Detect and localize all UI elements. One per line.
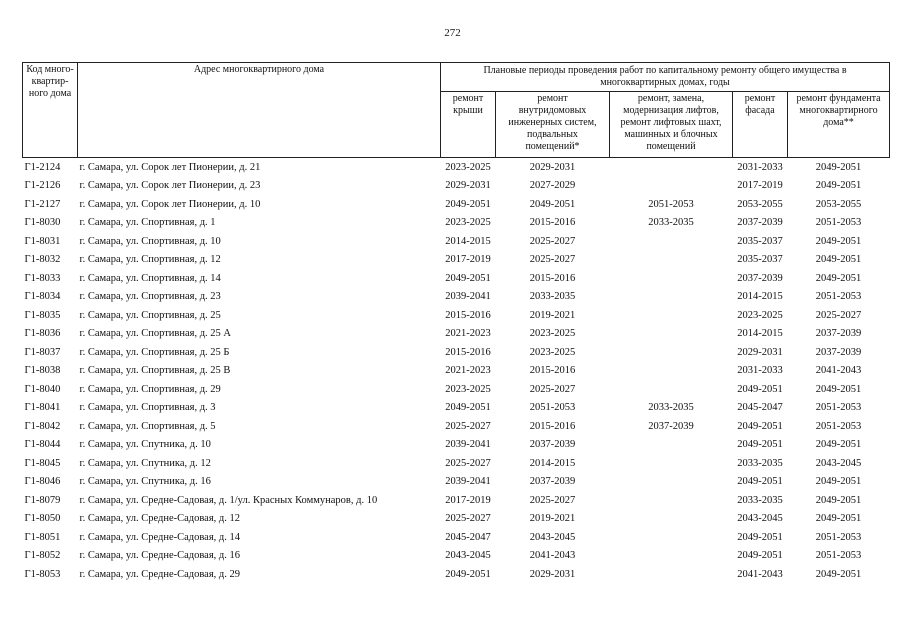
cell-roof: 2023-2025 <box>445 383 491 395</box>
cell-lifts: 2037-2039 <box>648 420 694 432</box>
cell-code: Г1-2124 <box>24 161 61 173</box>
cell-lifts <box>610 454 733 473</box>
cell-code: Г1-8031 <box>24 235 61 247</box>
cell-lifts <box>610 343 733 362</box>
cell-lifts <box>610 306 733 325</box>
cell-foundation: 2051-2053 <box>815 550 862 562</box>
cell-systems: 2049-2051 <box>529 198 576 210</box>
cell-lifts: 2033-2035 <box>648 402 694 414</box>
cell-lifts <box>610 177 733 196</box>
cell-foundation: 2049-2051 <box>815 513 862 525</box>
table-row <box>23 158 890 177</box>
cell-facade: 2041-2043 <box>737 568 783 580</box>
cell-lifts <box>610 491 733 510</box>
cell-foundation: 2049-2051 <box>815 439 862 451</box>
cell-roof: 2039-2041 <box>445 291 491 303</box>
cell-systems: 2023-2025 <box>529 328 576 340</box>
cell-foundation: 2051-2053 <box>815 531 862 543</box>
header-roof: ремонт крыши <box>441 92 496 158</box>
cell-facade: 2031-2033 <box>737 161 783 173</box>
cell-foundation: 2051-2053 <box>815 217 862 229</box>
page-number: 272 <box>444 27 461 39</box>
header-lifts: ремонт, замена, модернизация лифтов, ремонт лифтовых шахт, машинных и блочных помещений <box>610 92 733 158</box>
cell-foundation: 2049-2051 <box>815 494 862 506</box>
cell-foundation: 2037-2039 <box>815 346 862 358</box>
cell-address: г. Самара, ул. Спортивная, д. 14 <box>79 272 221 284</box>
cell-lifts <box>610 232 733 251</box>
cell-address: г. Самара, ул. Спортивная, д. 29 <box>79 383 221 395</box>
cell-code: Г1-8053 <box>24 568 61 580</box>
cell-facade: 2049-2051 <box>737 439 783 451</box>
cell-systems: 2041-2043 <box>529 550 576 562</box>
cell-address: г. Самара, ул. Сорок лет Пионерии, д. 23 <box>79 180 261 192</box>
table-row <box>23 214 890 233</box>
cell-code: Г1-8046 <box>24 476 61 488</box>
table-row <box>23 491 890 510</box>
cell-systems: 2043-2045 <box>529 531 576 543</box>
cell-lifts <box>610 510 733 529</box>
cell-address: г. Самара, ул. Спортивная, д. 25 Б <box>79 346 230 358</box>
cell-address: г. Самара, ул. Средне-Садовая, д. 29 <box>79 568 241 580</box>
cell-foundation: 2049-2051 <box>815 254 862 266</box>
cell-foundation: 2049-2051 <box>815 161 862 173</box>
cell-code: Г1-2126 <box>24 180 61 192</box>
cell-systems: 2033-2035 <box>529 291 576 303</box>
cell-roof: 2049-2051 <box>445 198 491 210</box>
cell-address: г. Самара, ул. Спортивная, д. 12 <box>79 254 221 266</box>
cell-foundation: 2041-2043 <box>815 365 862 377</box>
cell-address: г. Самара, ул. Средне-Садовая, д. 12 <box>79 513 241 525</box>
cell-systems: 2015-2016 <box>529 365 576 377</box>
table-row <box>23 177 890 196</box>
cell-facade: 2049-2051 <box>737 383 783 395</box>
cell-code: Г1-2127 <box>24 198 61 210</box>
header-address: Адрес многоквартирного дома <box>78 63 441 158</box>
table-row <box>23 436 890 455</box>
header-row-top <box>23 63 890 92</box>
cell-systems: 2037-2039 <box>529 439 576 451</box>
cell-code: Г1-8033 <box>24 272 61 284</box>
cell-roof: 2025-2027 <box>445 457 491 469</box>
cell-code: Г1-8042 <box>24 420 61 432</box>
cell-foundation: 2049-2051 <box>815 272 862 284</box>
table-row <box>23 325 890 344</box>
table-row <box>23 565 890 584</box>
cell-systems: 2025-2027 <box>529 494 576 506</box>
cell-address: г. Самара, ул. Спутника, д. 10 <box>79 439 211 451</box>
cell-systems: 2029-2031 <box>529 161 576 173</box>
cell-systems: 2019-2021 <box>529 513 576 525</box>
cell-facade: 2043-2045 <box>737 513 783 525</box>
cell-facade: 2049-2051 <box>737 531 783 543</box>
cell-roof: 2015-2016 <box>445 309 491 321</box>
cell-code: Г1-8030 <box>24 217 61 229</box>
table-row <box>23 269 890 288</box>
table-row <box>23 417 890 436</box>
cell-systems: 2029-2031 <box>529 568 576 580</box>
cell-systems: 2037-2039 <box>529 476 576 488</box>
cell-roof: 2045-2047 <box>445 531 491 543</box>
table-row <box>23 454 890 473</box>
cell-foundation: 2049-2051 <box>815 383 862 395</box>
cell-facade: 2023-2025 <box>737 309 783 321</box>
cell-foundation: 2051-2053 <box>815 291 862 303</box>
cell-code: Г1-8045 <box>24 457 61 469</box>
cell-address: г. Самара, ул. Спортивная, д. 25 <box>79 309 221 321</box>
cell-foundation: 2049-2051 <box>815 235 862 247</box>
cell-systems: 2051-2053 <box>529 402 576 414</box>
cell-code: Г1-8041 <box>24 402 61 414</box>
cell-address: г. Самара, ул. Сорок лет Пионерии, д. 21 <box>79 161 261 173</box>
cell-code: Г1-8034 <box>24 291 61 303</box>
table-row <box>23 232 890 251</box>
cell-foundation: 2049-2051 <box>815 568 862 580</box>
cell-address: г. Самара, ул. Спортивная, д. 3 <box>79 402 216 414</box>
cell-lifts <box>610 380 733 399</box>
cell-foundation: 2051-2053 <box>815 420 862 432</box>
cell-roof: 2029-2031 <box>445 180 491 192</box>
cell-code: Г1-8037 <box>24 346 61 358</box>
cell-systems: 2025-2027 <box>529 383 576 395</box>
cell-code: Г1-8051 <box>24 531 61 543</box>
cell-address: г. Самара, ул. Спортивная, д. 25 В <box>79 365 231 377</box>
cell-lifts <box>610 269 733 288</box>
cell-foundation: 2043-2045 <box>815 457 862 469</box>
capital-repair-table <box>22 62 890 584</box>
cell-facade: 2031-2033 <box>737 365 783 377</box>
cell-facade: 2037-2039 <box>737 272 783 284</box>
table-row <box>23 288 890 307</box>
cell-roof: 2049-2051 <box>445 402 491 414</box>
cell-systems: 2023-2025 <box>529 346 576 358</box>
cell-systems: 2014-2015 <box>529 457 576 469</box>
cell-address: г. Самара, ул. Средне-Садовая, д. 1/ул. Красных Коммунаров, д. 10 <box>79 494 378 506</box>
table-row <box>23 306 890 325</box>
cell-lifts <box>610 251 733 270</box>
cell-lifts <box>610 325 733 344</box>
cell-address: г. Самара, ул. Средне-Садовая, д. 16 <box>79 550 241 562</box>
cell-code: Г1-8052 <box>24 550 61 562</box>
cell-lifts <box>610 565 733 584</box>
cell-code: Г1-8036 <box>24 328 61 340</box>
cell-facade: 2053-2055 <box>737 198 783 210</box>
table-row <box>23 343 890 362</box>
cell-code: Г1-8044 <box>24 439 61 451</box>
cell-foundation: 2051-2053 <box>815 402 862 414</box>
cell-lifts <box>610 547 733 566</box>
cell-code: Г1-8050 <box>24 513 61 525</box>
cell-facade: 2033-2035 <box>737 494 783 506</box>
header-foundation: ремонт фундамента многоквартирного дома** <box>788 92 890 158</box>
cell-lifts: 2033-2035 <box>648 217 694 229</box>
cell-address: г. Самара, ул. Спутника, д. 12 <box>79 457 211 469</box>
cell-roof: 2015-2016 <box>445 346 491 358</box>
cell-roof: 2021-2023 <box>445 365 491 377</box>
header-systems: ремонт внутридомовых инженерных систем, подвальных помещений* <box>496 92 610 158</box>
cell-lifts <box>610 362 733 381</box>
cell-systems: 2015-2016 <box>529 272 576 284</box>
table-body <box>23 158 890 584</box>
cell-facade: 2035-2037 <box>737 254 783 266</box>
cell-code: Г1-8079 <box>24 494 61 506</box>
cell-roof: 2043-2045 <box>445 550 491 562</box>
cell-roof: 2023-2025 <box>445 217 491 229</box>
cell-code: Г1-8032 <box>24 254 61 266</box>
cell-foundation: 2049-2051 <box>815 476 862 488</box>
cell-address: г. Самара, ул. Спортивная, д. 25 А <box>79 328 232 340</box>
cell-systems: 2025-2027 <box>529 235 576 247</box>
cell-roof: 2023-2025 <box>445 161 491 173</box>
cell-roof: 2021-2023 <box>445 328 491 340</box>
cell-facade: 2033-2035 <box>737 457 783 469</box>
cell-address: г. Самара, ул. Сорок лет Пионерии, д. 10 <box>79 198 261 210</box>
cell-roof: 2049-2051 <box>445 568 491 580</box>
cell-roof: 2014-2015 <box>445 235 491 247</box>
cell-code: Г1-8035 <box>24 309 61 321</box>
cell-systems: 2027-2029 <box>529 180 576 192</box>
cell-facade: 2049-2051 <box>737 550 783 562</box>
cell-facade: 2029-2031 <box>737 346 783 358</box>
cell-facade: 2014-2015 <box>737 291 783 303</box>
cell-lifts: 2051-2053 <box>648 198 694 210</box>
cell-roof: 2017-2019 <box>445 254 491 266</box>
cell-address: г. Самара, ул. Спортивная, д. 10 <box>79 235 221 247</box>
cell-lifts <box>610 473 733 492</box>
cell-address: г. Самара, ул. Спутника, д. 16 <box>79 476 211 488</box>
cell-code: Г1-8040 <box>24 383 61 395</box>
cell-facade: 2035-2037 <box>737 235 783 247</box>
table-row <box>23 399 890 418</box>
cell-facade: 2037-2039 <box>737 217 783 229</box>
cell-foundation: 2025-2027 <box>815 309 862 321</box>
table-row <box>23 528 890 547</box>
cell-foundation: 2049-2051 <box>815 180 862 192</box>
cell-roof: 2039-2041 <box>445 476 491 488</box>
table-row <box>23 362 890 381</box>
cell-systems: 2025-2027 <box>529 254 576 266</box>
cell-facade: 2049-2051 <box>737 420 783 432</box>
cell-facade: 2049-2051 <box>737 476 783 488</box>
cell-systems: 2015-2016 <box>529 217 576 229</box>
cell-address: г. Самара, ул. Спортивная, д. 5 <box>79 420 216 432</box>
cell-address: г. Самара, ул. Спортивная, д. 23 <box>79 291 221 303</box>
cell-roof: 2039-2041 <box>445 439 491 451</box>
cell-code: Г1-8038 <box>24 365 61 377</box>
cell-foundation: 2037-2039 <box>815 328 862 340</box>
cell-lifts <box>610 158 733 177</box>
cell-foundation: 2053-2055 <box>815 198 862 210</box>
cell-address: г. Самара, ул. Средне-Садовая, д. 14 <box>79 531 241 543</box>
table-row <box>23 380 890 399</box>
header-periods: Плановые периоды проведения работ по капитальному ремонту общего имущества в многоквартирных домах, годы <box>441 63 890 92</box>
cell-facade: 2017-2019 <box>737 180 783 192</box>
cell-lifts <box>610 528 733 547</box>
cell-lifts <box>610 288 733 307</box>
cell-address: г. Самара, ул. Спортивная, д. 1 <box>79 217 216 229</box>
cell-roof: 2025-2027 <box>445 420 491 432</box>
cell-systems: 2015-2016 <box>529 420 576 432</box>
table-row <box>23 547 890 566</box>
cell-facade: 2045-2047 <box>737 402 783 414</box>
table-row <box>23 251 890 270</box>
cell-roof: 2017-2019 <box>445 494 491 506</box>
cell-roof: 2025-2027 <box>445 513 491 525</box>
table-row <box>23 195 890 214</box>
cell-roof: 2049-2051 <box>445 272 491 284</box>
cell-facade: 2014-2015 <box>737 328 783 340</box>
table-row <box>23 510 890 529</box>
cell-lifts <box>610 436 733 455</box>
header-facade: ремонт фасада <box>733 92 788 158</box>
cell-systems: 2019-2021 <box>529 309 576 321</box>
header-code: Код много-квартир-ного дома <box>23 63 78 158</box>
table-row <box>23 473 890 492</box>
